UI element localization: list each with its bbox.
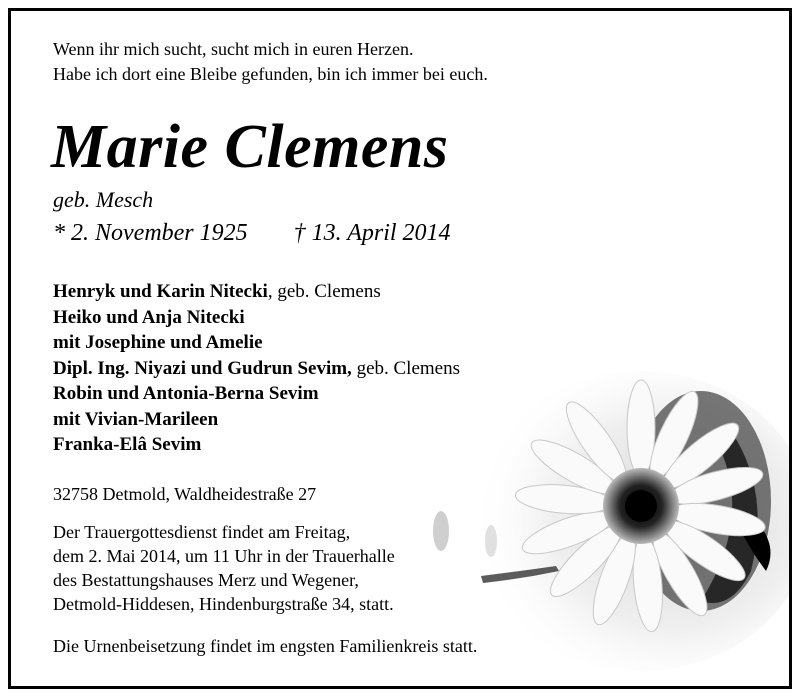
family-member-note: , geb. Clemens xyxy=(267,281,381,302)
family-member-names: mit Josephine und Amelie xyxy=(53,332,263,353)
family-member-line xyxy=(53,279,460,305)
death-date: † 13. April 2014 xyxy=(293,220,451,246)
obituary-frame xyxy=(8,8,792,689)
family-members-list xyxy=(53,279,460,458)
service-line: des Bestattungshauses Merz und Wegener, xyxy=(53,570,359,590)
family-member-line xyxy=(53,432,460,458)
birth-name: geb. Mesch xyxy=(53,187,154,212)
family-member-line xyxy=(53,330,460,356)
family-member-line xyxy=(53,356,460,382)
motto-line: Habe ich dort eine Bleibe gefunden, bin ich immer bei euch. xyxy=(53,64,488,84)
family-member-line xyxy=(53,381,460,407)
family-member-names: Franka-Elâ Sevim xyxy=(53,434,202,455)
family-member-names: Robin und Antonia-Berna Sevim xyxy=(53,383,319,404)
deceased-name: Marie Clemens xyxy=(51,113,449,181)
service-line: dem 2. Mai 2014, um 11 Uhr in der Trauerhalle xyxy=(53,546,395,566)
family-member-line xyxy=(53,407,460,433)
motto-line: Wenn ihr mich sucht, sucht mich in euren Herzen. xyxy=(53,39,414,59)
family-member-note: geb. Clemens xyxy=(351,357,460,379)
service-line: Der Trauergottesdienst findet am Freitag, xyxy=(53,522,351,542)
motto-verse xyxy=(53,37,488,87)
family-member-names: Dipl. Ing. Niyazi und Gudrun Sevim, xyxy=(53,357,352,379)
family-member-names: mit Vivian-Marileen xyxy=(53,408,219,430)
burial-notice: Die Urnenbeisetzung findet im engsten Familienkreis statt. xyxy=(53,636,478,656)
family-member-line xyxy=(53,305,460,331)
birth-date: * 2. November 1925 xyxy=(53,220,248,246)
address: 32758 Detmold, Waldheidestraße 27 xyxy=(53,484,317,504)
family-member-names: Heiko und Anja Nitecki xyxy=(53,306,245,328)
service-line: Detmold-Hiddesen, Hindenburgstraße 34, statt. xyxy=(53,594,394,614)
funeral-service-notice xyxy=(53,520,395,616)
family-member-names: Henryk und Karin Nitecki xyxy=(53,281,268,302)
life-dates xyxy=(53,220,451,247)
